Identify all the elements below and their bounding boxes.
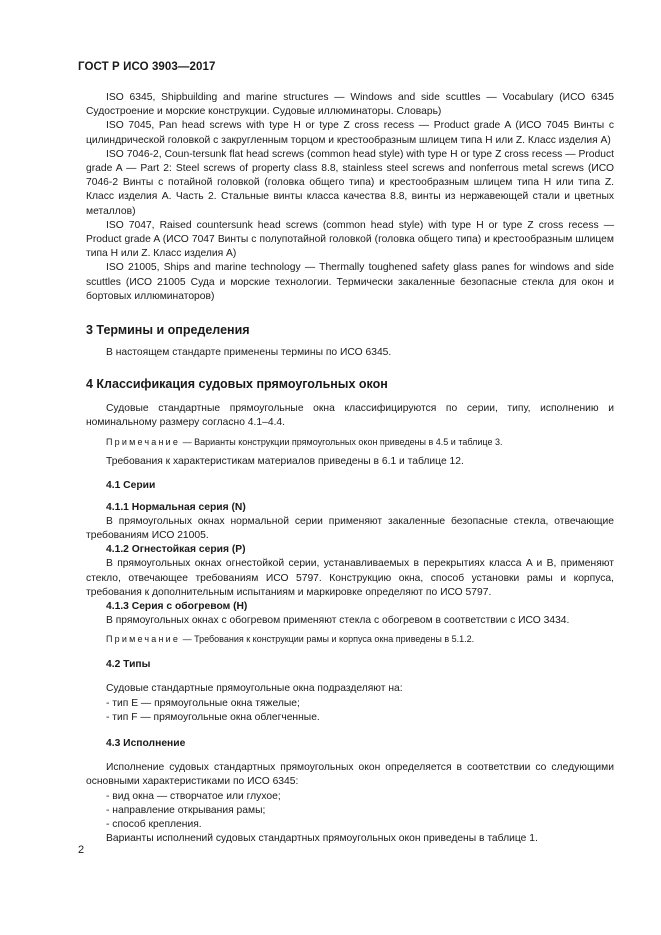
reference-iso-7045: ISO 7045, Pan head screws with type H or type Z cross recess — Product grade A (ИСО 7045 Винты с цилиндрической головкой с закругленным торцом и крестообразным шлицем типа H или Z. Класс изделия A) bbox=[86, 120, 614, 146]
section-4-2-heading: 4.2 Типы bbox=[106, 659, 151, 671]
page-number: 2 bbox=[78, 844, 85, 856]
reference-iso-7046-2: ISO 7046-2, Coun-tersunk flat head screws (common head style) with type H or type Z cross recess — Product grade A — Part 2: Steel screws of property class 8.8, stainless steel screws and nonferrous metal screws (ИСО 7046-2 Винты с потайной головкой (головка общего типа) и крестообразным шлицем типа H или типа Z. Класс изделия A. Часть 2. Стальные винты класса качества 8.8, винты из нержавеющей стали и цветных металлов) bbox=[86, 148, 614, 217]
section-4-1-2-heading: 4.1.2 Огнестойкая серия (P) bbox=[106, 544, 246, 556]
section-4-note bbox=[86, 435, 614, 449]
list-item: - вид окна — створчатое или глухое; bbox=[106, 790, 281, 802]
list-item: - способ крепления. bbox=[106, 818, 202, 830]
note-label: Примечание bbox=[106, 634, 181, 645]
materials-text: Требования к характеристикам материалов приведены в 6.1 и таблице 12. bbox=[106, 455, 464, 467]
section-4-3-intro: Исполнение судовых стандартных прямоугольных окон определяется в соответствии со следующими основными характеристиками по ИСО 6345: bbox=[86, 762, 614, 788]
list-item: - тип F — прямоугольные окна облегченные. bbox=[106, 711, 320, 723]
reference-iso-7047: ISO 7047, Raised countersunk head screws (common head style) with type H or type Z cross recess — Product grade A (ИСО 7047 Винты с полупотайной головкой (головка общего типа) и крестообразным шлицем типа H или Z. Класс изделия A) bbox=[86, 219, 614, 260]
section-4-2-intro: Судовые стандартные прямоугольные окна подразделяют на: bbox=[106, 683, 403, 695]
section-4-1-heading: 4.1 Серии bbox=[106, 480, 156, 492]
document-body bbox=[86, 91, 614, 846]
note-text: — Требования к конструкции рамы и корпуса окна приведены в 5.1.2. bbox=[180, 634, 475, 645]
section-4-1-note bbox=[86, 632, 614, 646]
section-4-3-outro: Варианты исполнений судовых стандартных прямоугольных окон приведены в таблице 1. bbox=[106, 833, 538, 845]
list-item: - тип E — прямоугольные окна тяжелые; bbox=[106, 697, 300, 709]
list-item: - направление открывания рамы; bbox=[106, 804, 266, 816]
section-4-1-1-text: В прямоугольных окнах нормальной серии применяют закаленные безопасные стекла, отвечающие требованиям ИСО 21005. bbox=[86, 516, 614, 542]
section-3-heading: 3 Термины и определения bbox=[86, 323, 250, 338]
section-4-heading: 4 Классификация судовых прямоугольных окон bbox=[86, 377, 388, 392]
section-4-1-3-text: В прямоугольных окнах с обогревом применяют стекла с обогревом в соответствии с ИСО 3434. bbox=[106, 615, 570, 627]
reference-iso-21005: ISO 21005, Ships and marine technology — Thermally toughened safety glass panes for windows and side scuttles (ИСО 21005 Суда и морские технологии. Термически закаленные безопасные стекла для окон и бортовых иллюминаторов) bbox=[86, 262, 614, 302]
section-4-1-3-heading: 4.1.3 Серия с обогревом (H) bbox=[106, 601, 248, 613]
section-3-text: В настоящем стандарте применены термины по ИСО 6345. bbox=[106, 347, 392, 359]
note-label: Примечание bbox=[106, 436, 181, 447]
section-4-1-1-heading: 4.1.1 Нормальная серия (N) bbox=[106, 502, 246, 514]
page-header: ГОСТ Р ИСО 3903—2017 bbox=[78, 61, 216, 73]
section-4-intro: Судовые стандартные прямоугольные окна классифицируются по серии, типу, исполнению и номинальному размеру согласно 4.1–4.4. bbox=[86, 403, 614, 429]
section-4-3-heading: 4.3 Исполнение bbox=[106, 738, 186, 750]
section-4-1-2-text: В прямоугольных окнах огнестойкой серии, устанавливаемых в перекрытиях класса A и B, применяют стекло, отвечающее требованиям ИСО 5797. Конструкцию окна, способ установки рамы и корпуса, требования к дополнительным испытаниям и маркировке определяют по ИСО 5797. bbox=[86, 558, 614, 598]
reference-iso-6345: ISO 6345, Shipbuilding and marine structures — Windows and side scuttles — Vocabulary (ИСО 6345 Судостроение и морские конструкции. Судовые иллюминаторы. Словарь) bbox=[86, 92, 614, 118]
note-text: — Варианты конструкции прямоугольных окон приведены в 4.5 и таблице 3. bbox=[180, 436, 503, 447]
